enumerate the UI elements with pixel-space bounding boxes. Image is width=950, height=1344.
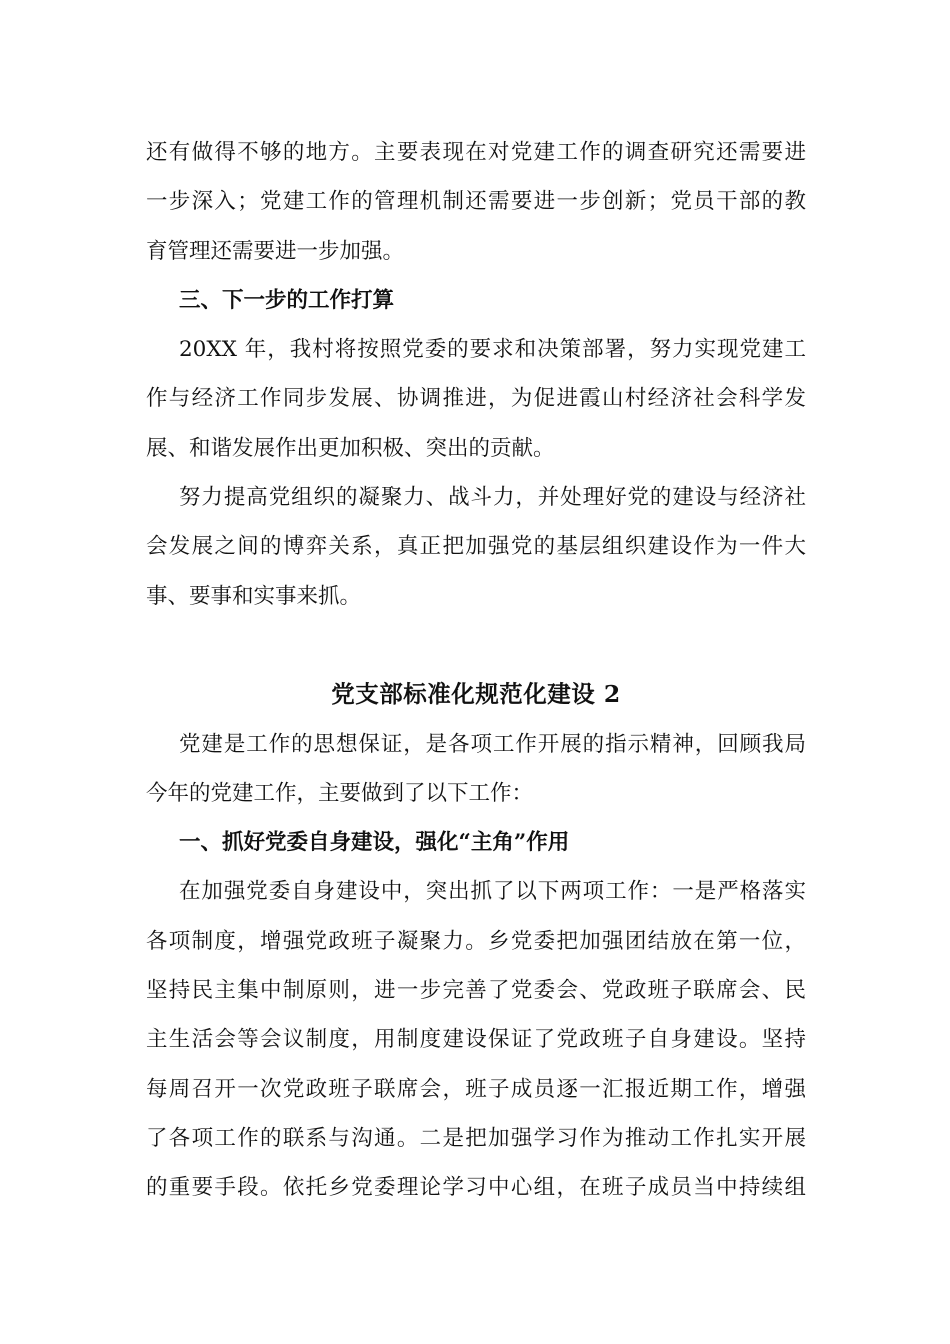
section-heading-next-steps: 三、下一步的工作打算 <box>179 287 395 313</box>
paragraph-continuation <box>146 128 806 276</box>
text-line: 努力提高党组织的凝聚力、战斗力，并处理好党的建设与经济社 <box>179 485 806 511</box>
paragraph-plan <box>146 325 806 473</box>
text-line: 坚持民主集中制原则，进一步完善了党委会、党政班子联席会、民 <box>146 978 806 1004</box>
text-line: 的重要手段。依托乡党委理论学习中心组，在班子成员当中持续组 <box>146 1175 806 1201</box>
text-line: 每周召开一次党政班子联席会，班子成员逐一汇报近期工作，增强 <box>146 1076 806 1102</box>
blank-line <box>146 621 806 670</box>
section-title: 党支部标准化规范化建设 2 <box>331 680 621 709</box>
paragraph-cohesion <box>146 473 806 621</box>
document-page <box>146 128 806 1213</box>
text-line: 作与经济工作同步发展、协调推进，为促进霞山村经济社会科学发 <box>146 386 806 412</box>
paragraph-intro <box>146 720 806 819</box>
text-line: 各项制度，增强党政班子凝聚力。乡党委把加强团结放在第一位， <box>146 928 806 954</box>
section-heading-party-committee: 一、抓好党委自身建设，强化“主角”作用 <box>179 830 570 856</box>
text-line: 今年的党建工作，主要做到了以下工作： <box>146 780 534 806</box>
text-line: 事、要事和实事来抓。 <box>146 583 362 609</box>
text-line: 育管理还需要进一步加强。 <box>146 238 405 264</box>
text-line: 党建是工作的思想保证，是各项工作开展的指示精神，回顾我局 <box>179 731 806 757</box>
text-line: 20XX 年，我村将按照党委的要求和决策部署，努力实现党建工 <box>179 337 806 363</box>
text-line: 一步深入；党建工作的管理机制还需要进一步创新；党员干部的教 <box>146 189 806 215</box>
text-line: 主生活会等会议制度，用制度建设保证了党政班子自身建设。坚持 <box>146 1027 806 1053</box>
text-line: 会发展之间的博弈关系，真正把加强党的基层组织建设作为一件大 <box>146 534 806 560</box>
text-line: 在加强党委自身建设中，突出抓了以下两项工作：一是严格落实 <box>179 879 806 905</box>
text-line: 了各项工作的联系与沟通。二是把加强学习作为推动工作扎实开展 <box>146 1125 806 1151</box>
text-line: 展、和谐发展作出更加积极、突出的贡献。 <box>146 435 555 461</box>
paragraph-self-building <box>146 867 806 1212</box>
text-line: 还有做得不够的地方。主要表现在对党建工作的调查研究还需要进 <box>146 140 806 165</box>
